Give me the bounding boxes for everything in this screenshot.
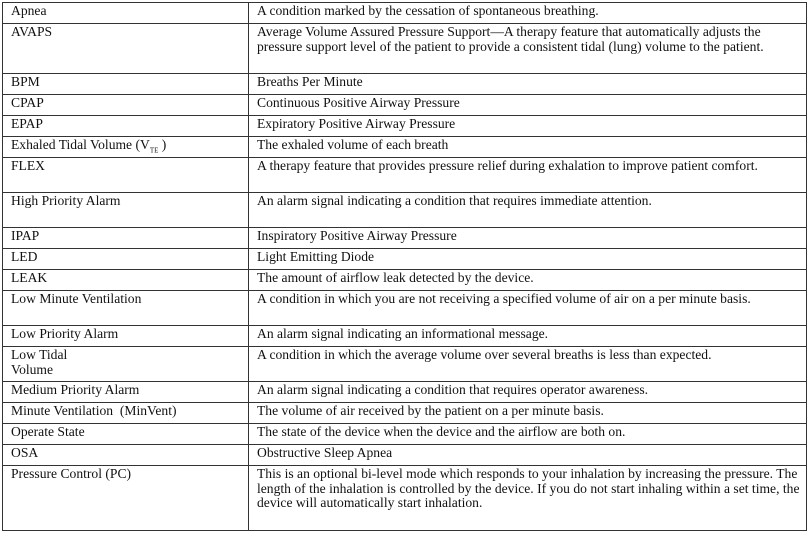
table-row xyxy=(3,382,807,403)
term-cell: Pressure Control (PC) xyxy=(3,466,249,531)
table-row xyxy=(3,270,807,291)
definition-cell: The volume of air received by the patient on a per minute basis. xyxy=(249,403,807,424)
term-cell: Operate State xyxy=(3,424,249,445)
term-cell: OSA xyxy=(3,445,249,466)
table-row xyxy=(3,228,807,249)
definition-cell: Obstructive Sleep Apnea xyxy=(249,445,807,466)
term-cell: Low Priority Alarm xyxy=(3,326,249,347)
table-row xyxy=(3,424,807,445)
definition-cell: The state of the device when the device and the airflow are both on. xyxy=(249,424,807,445)
term-suffix: ) xyxy=(158,137,167,152)
definition-cell: A condition marked by the cessation of spontaneous breathing. xyxy=(249,3,807,24)
term-text: Low Tidal Volume xyxy=(11,347,68,377)
definition-cell: Inspiratory Positive Airway Pressure xyxy=(249,228,807,249)
table-row xyxy=(3,193,807,228)
table-row xyxy=(3,95,807,116)
table-row xyxy=(3,116,807,137)
table-row xyxy=(3,74,807,95)
term-cell: LED xyxy=(3,249,249,270)
term-cell: EPAP xyxy=(3,116,249,137)
term-cell: FLEX xyxy=(3,158,249,193)
table-row xyxy=(3,249,807,270)
definition-cell: Continuous Positive Airway Pressure xyxy=(249,95,807,116)
definition-cell: An alarm signal indicating an informational message. xyxy=(249,326,807,347)
definition-cell: The exhaled volume of each breath xyxy=(249,137,807,158)
term-cell: AVAPS xyxy=(3,24,249,74)
term-cell: Medium Priority Alarm xyxy=(3,382,249,403)
definition-cell: Light Emitting Diode xyxy=(249,249,807,270)
definition-cell: A condition in which the average volume over several breaths is less than expected. xyxy=(249,347,807,382)
definition-cell: An alarm signal indicating a condition that requires immediate attention. xyxy=(249,193,807,228)
table-row xyxy=(3,291,807,326)
term-subscript: TE xyxy=(149,146,159,155)
definition-cell: Average Volume Assured Pressure Support—A therapy feature that automatically adjusts the pressure support level of the patient to provide a consistent tidal (lung) volume to the patient. xyxy=(249,24,807,74)
table-row xyxy=(3,347,807,382)
term-cell: IPAP xyxy=(3,228,249,249)
definition-cell: Breaths Per Minute xyxy=(249,74,807,95)
table-row xyxy=(3,137,807,158)
term-cell xyxy=(3,137,249,158)
term-cell: Minute Ventilation (MinVent) xyxy=(3,403,249,424)
term-cell: LEAK xyxy=(3,270,249,291)
definition-cell: An alarm signal indicating a condition that requires operator awareness. xyxy=(249,382,807,403)
table-row xyxy=(3,158,807,193)
term-cell: CPAP xyxy=(3,95,249,116)
term-cell: Apnea xyxy=(3,3,249,24)
definition-cell: The amount of airflow leak detected by the device. xyxy=(249,270,807,291)
definition-cell: Expiratory Positive Airway Pressure xyxy=(249,116,807,137)
glossary-table xyxy=(2,2,807,531)
term-cell: BPM xyxy=(3,74,249,95)
definition-cell: This is an optional bi-level mode which responds to your inhalation by increasing the pressure. The length of the inhalation is controlled by the device. If you do not start inhaling within a set time, the device will automatically start inhalation. xyxy=(249,466,807,531)
term-prefix: Exhaled Tidal Volume (V xyxy=(11,137,150,152)
term-cell: Low Minute Ventilation xyxy=(3,291,249,326)
term-cell xyxy=(3,347,249,382)
table-row xyxy=(3,326,807,347)
table-row xyxy=(3,466,807,531)
table-row xyxy=(3,24,807,74)
definition-cell: A therapy feature that provides pressure relief during exhalation to improve patient comfort. xyxy=(249,158,807,193)
table-row xyxy=(3,445,807,466)
table-row xyxy=(3,403,807,424)
table-row xyxy=(3,3,807,24)
term-cell: High Priority Alarm xyxy=(3,193,249,228)
definition-cell: A condition in which you are not receiving a specified volume of air on a per minute basis. xyxy=(249,291,807,326)
